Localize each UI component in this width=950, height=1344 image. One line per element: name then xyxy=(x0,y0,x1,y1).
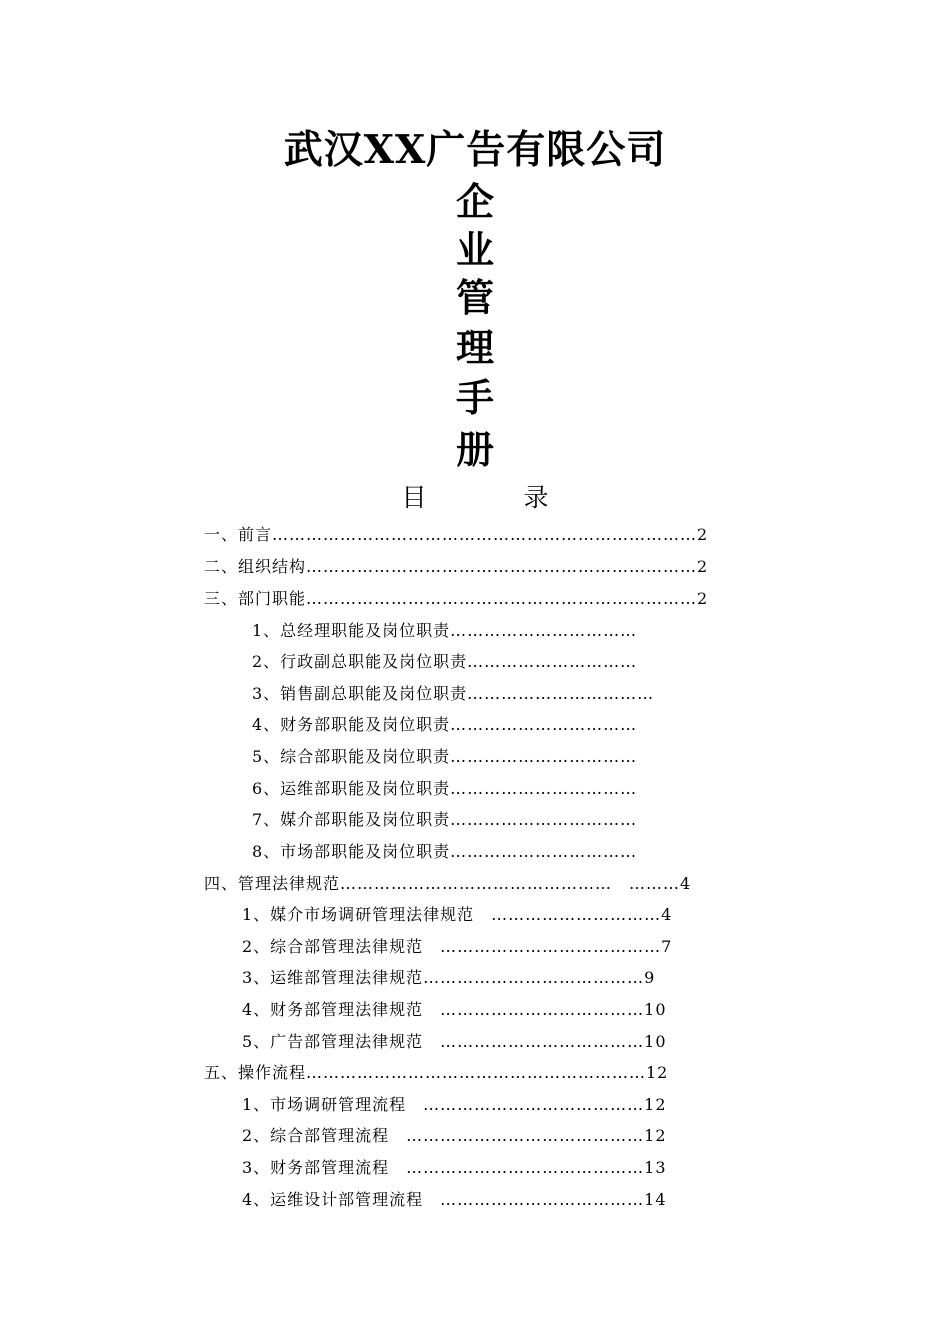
toc-entry: 5、综合部职能及岗位职责…………………………… xyxy=(252,747,638,766)
toc-entry: 二、组织结构……………………………………………………………2 xyxy=(204,557,709,576)
toc-entry: 1、市场调研管理流程 …………………………………12 xyxy=(242,1095,667,1114)
toc-entry: 2、综合部管理流程 ……………………………………12 xyxy=(242,1126,667,1145)
toc-entry: 4、财务部管理法律规范 ………………………………10 xyxy=(242,1000,667,1019)
toc-entry: 三、部门职能……………………………………………………………2 xyxy=(204,589,709,608)
toc-entry: 7、媒介部职能及岗位职责…………………………… xyxy=(252,810,638,829)
toc-entry: 2、行政副总职能及岗位职责………………………… xyxy=(252,652,638,671)
toc-entry: 8、市场部职能及岗位职责…………………………… xyxy=(252,842,638,861)
toc-entry: 3、运维部管理法律规范…………………………………9 xyxy=(242,968,656,987)
toc-entry: 5、广告部管理法律规范 ………………………………10 xyxy=(242,1032,667,1051)
subtitle-char-4: 理 xyxy=(455,325,494,370)
toc-entry: 四、管理法律规范………………………………………… ………4 xyxy=(204,874,692,893)
subtitle-char-3: 管 xyxy=(455,275,494,320)
company-title: 武汉XX广告有限公司 xyxy=(283,127,667,173)
toc-entry: 1、总经理职能及岗位职责…………………………… xyxy=(252,621,638,640)
toc-entry: 五、操作流程……………………………………………………12 xyxy=(204,1063,669,1082)
toc-entry: 4、运维设计部管理流程 ………………………………14 xyxy=(242,1190,667,1209)
toc-entry: 3、销售副总职能及岗位职责…………………………… xyxy=(252,684,655,703)
subtitle-char-6: 册 xyxy=(455,427,494,472)
toc-entry: 3、财务部管理流程 ……………………………………13 xyxy=(242,1158,667,1177)
toc-entry: 2、综合部管理法律规范 …………………………………7 xyxy=(242,937,673,956)
toc-heading: 目 录 xyxy=(401,483,585,512)
subtitle-char-5: 手 xyxy=(455,375,494,420)
toc-entry: 4、财务部职能及岗位职责…………………………… xyxy=(252,715,638,734)
subtitle-char-2: 业 xyxy=(455,227,494,272)
subtitle-char-1: 企 xyxy=(455,179,494,224)
toc-entry: 6、运维部职能及岗位职责…………………………… xyxy=(252,779,638,798)
toc-entry: 1、媒介市场调研管理法律规范 …………………………4 xyxy=(242,905,673,924)
toc-entry: 一、前言…………………………………………………………………2 xyxy=(204,525,709,544)
